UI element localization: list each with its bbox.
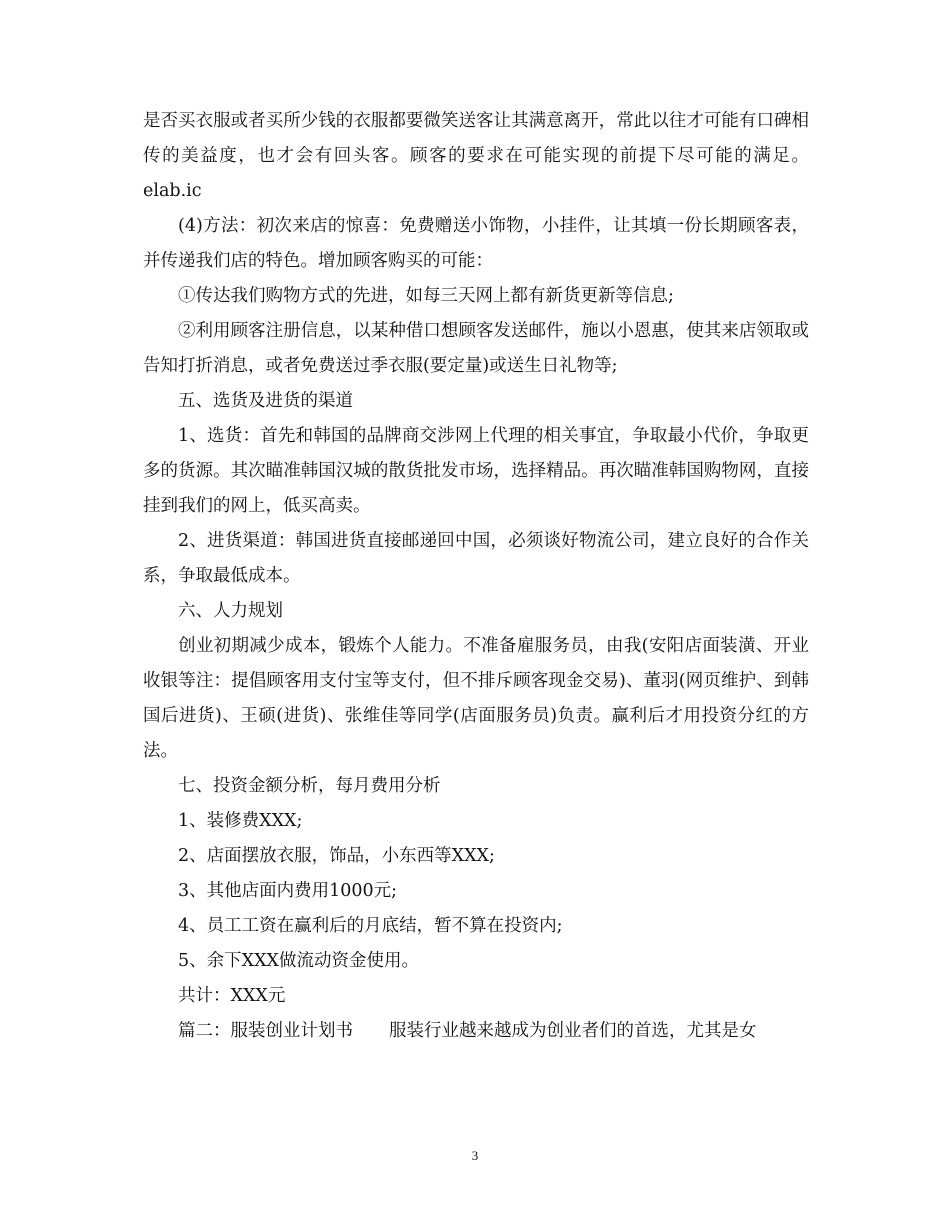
section-heading-staffing: 六、人力规划 <box>178 601 283 621</box>
paragraph-methods: (4)方法：初次来店的惊喜：免费赠送小饰物，小挂件，让其填一份长期顾客表，并传递我们店的特色。增加顾客购买的可能： <box>143 216 809 271</box>
part-two-intro: 服装行业越来越成为创业者们的首选，尤其是女 <box>389 1021 757 1041</box>
page-number: 3 <box>471 1148 479 1163</box>
list-item-method-1: ①传达我们购物方式的先进，如每三天网上都有新货更新等信息; <box>178 286 674 306</box>
paragraph-customer-service: 是否买衣服或者买所少钱的衣服都要微笑送客让其满意离开，常此以往才可能有口碑相传的美益度，也才会有回头客。顾客的要求在可能实现的前提下尽可能的满足。 elab.ic <box>143 111 809 201</box>
list-item-cost-3: 3、其他店面内费用1000元; <box>178 881 398 901</box>
section-heading-investment: 七、投资金额分析，每月费用分析 <box>178 776 441 796</box>
list-item-method-2: ②利用顾客注册信息，以某种借口想顾客发送邮件，施以小恩惠，使其来店领取或告知打折消息，或者免费送过季衣服(要定量)或送生日礼物等; <box>143 321 809 376</box>
paragraph-staffing: 创业初期减少成本，锻炼个人能力。不准备雇服务员，由我(安阳店面装潢、开业收银等注：提倡顾客用支付宝等支付，但不排斥顾客现金交易)、董羽(网页维护、到韩国后进货)、王硕(进货)、张维佳等同学(店面服务员)负责。赢利后才用投资分红的方法。 <box>143 636 809 761</box>
paragraph-product-selection: 1、选货：首先和韩国的品牌商交涉网上代理的相关事宜，争取最小代价，争取更多的货源。其次瞄准韩国汉城的散货批发市场，选择精品。再次瞄准韩国购物网，直接挂到我们的网上，低买高卖。 <box>143 426 809 516</box>
section-heading-sourcing: 五、选货及进货的渠道 <box>178 391 353 411</box>
total-cost: 共计：XXX元 <box>178 986 286 1006</box>
list-item-cost-4: 4、员工工资在赢利后的月底结，暂不算在投资内; <box>178 916 563 936</box>
list-item-cost-1: 1、装修费XXX; <box>178 811 303 831</box>
part-two-title: 篇二：服装创业计划书 <box>178 1021 353 1041</box>
document-body <box>143 104 809 1049</box>
paragraph-part-two <box>143 1014 809 1049</box>
paragraph-purchase-channel: 2、进货渠道：韩国进货直接邮递回中国，必须谈好物流公司，建立良好的合作关系，争取最低成本。 <box>143 531 809 586</box>
list-item-cost-5: 5、余下XXX做流动资金使用。 <box>178 951 420 971</box>
list-item-cost-2: 2、店面摆放衣服，饰品，小东西等XXX; <box>178 846 495 866</box>
